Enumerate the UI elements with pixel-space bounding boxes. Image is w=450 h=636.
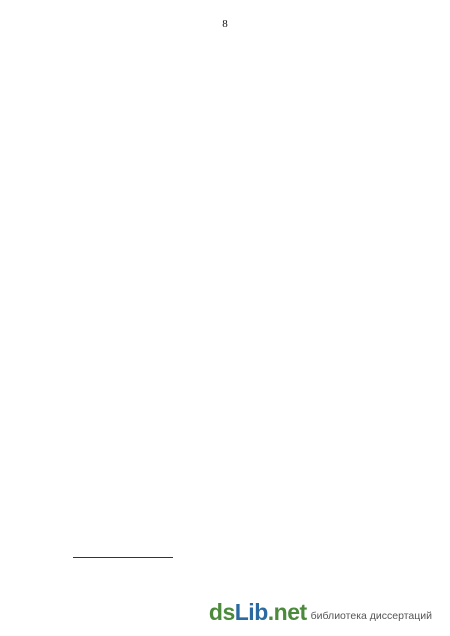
dslib-watermark <box>205 597 436 628</box>
dslib-logo <box>209 599 307 626</box>
footnote-separator <box>73 557 173 558</box>
logo-lib: Lib <box>234 599 268 625</box>
logo-net: .net <box>267 599 307 625</box>
logo-ds: ds <box>208 599 235 625</box>
watermark-tagline: библиотека диссертаций <box>310 609 432 622</box>
page-number: 8 <box>222 18 228 30</box>
